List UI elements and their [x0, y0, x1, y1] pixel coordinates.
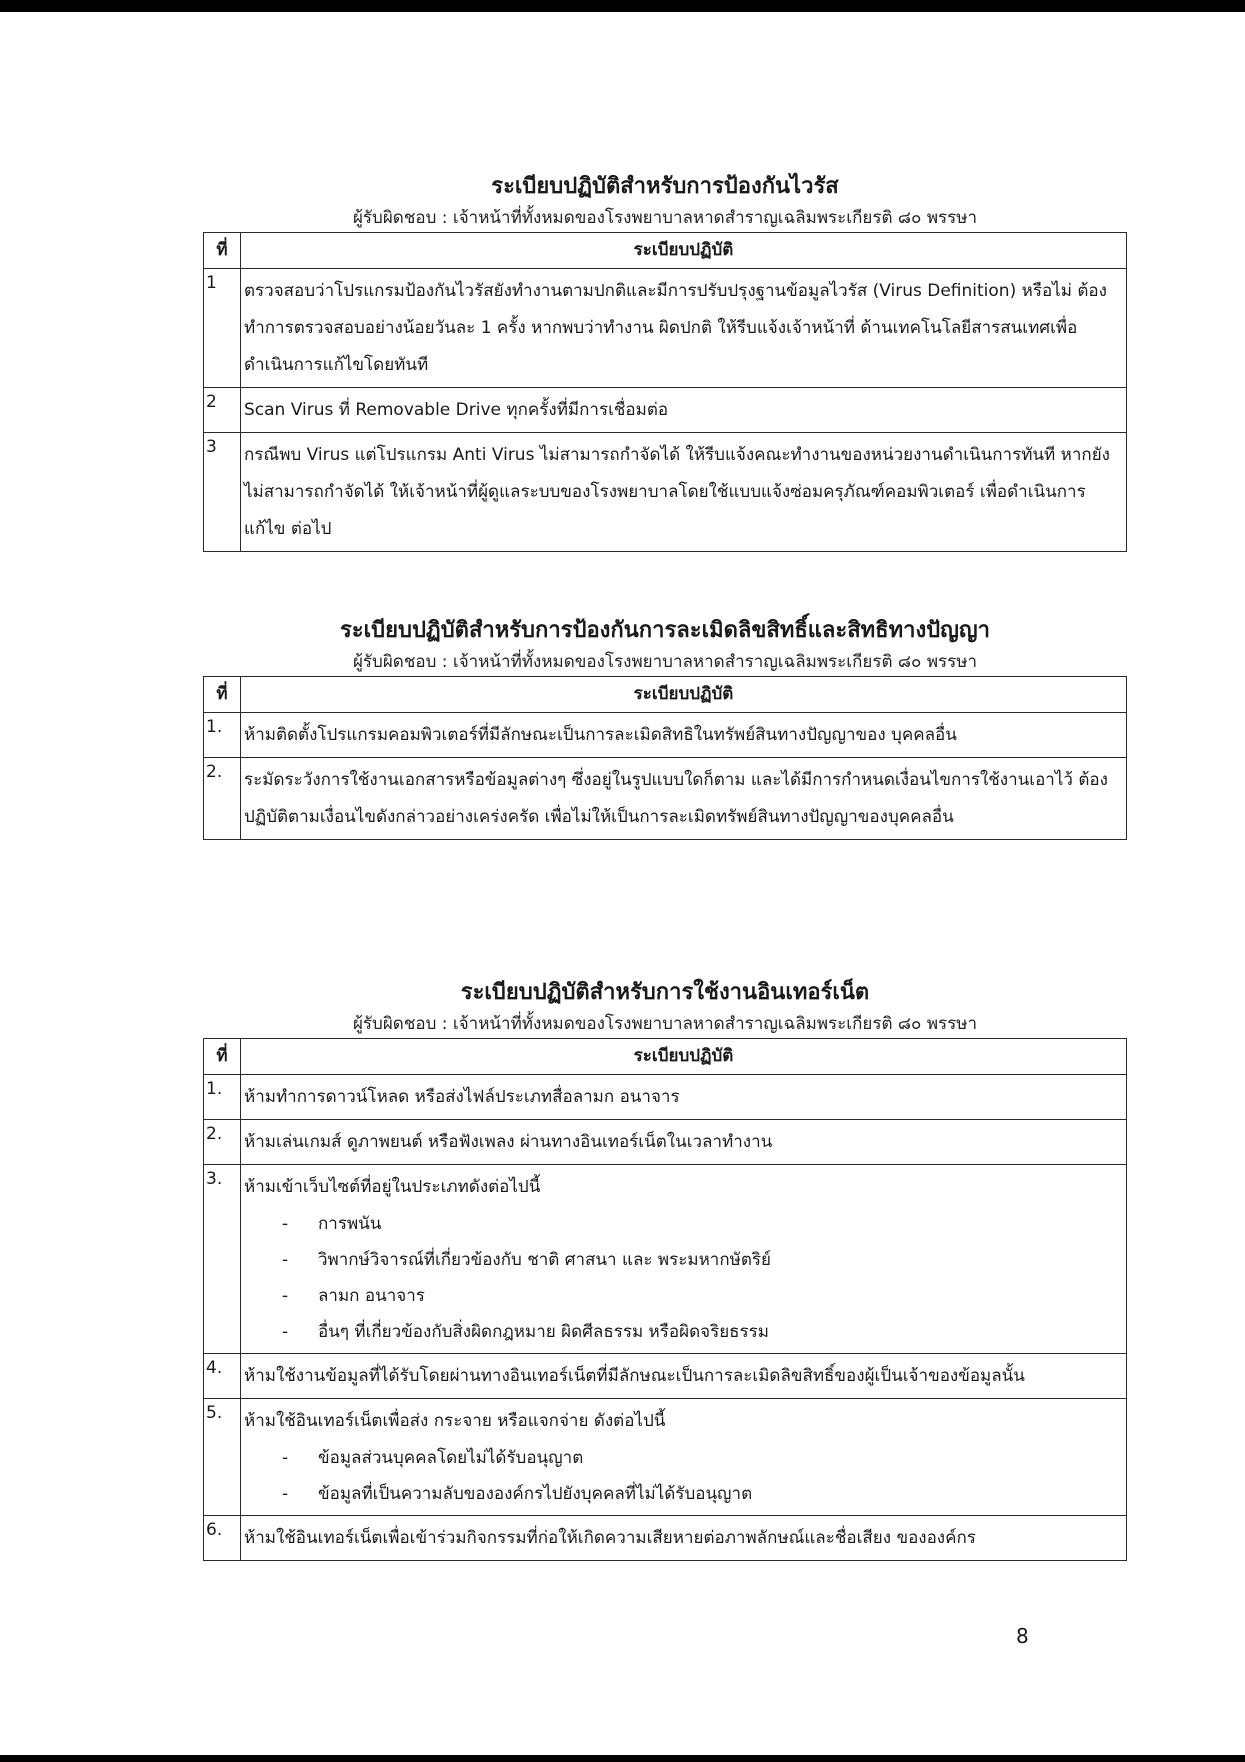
table-header-row	[204, 233, 1127, 269]
table-row	[204, 1399, 1127, 1516]
row-number: 2.	[204, 758, 241, 840]
sub-item-text: ข้อมูลส่วนบุคคลโดยไม่ได้รับอนุญาต	[318, 1448, 584, 1468]
header-no: ที่	[204, 233, 241, 269]
row-text: ตรวจสอบว่าโปรแกรมป้องกันไวรัสยังทำงานตามปกติและมีการปรับปรุงฐานข้อมูลไวรัส (Virus Definition) หรือไม่ ต้องทำการตรวจสอบอย่างน้อยวันละ 1 ครั้ง หากพบว่าทำงาน ผิดปกติ ให้รีบแจ้งเจ้าหน้าที่ ด้านเทคโนโลยีสารสนเทศเพื่อดำเนินการแก้ไขโดยทันที	[241, 269, 1127, 388]
dash-bullet: -	[282, 1250, 289, 1270]
row-text: ห้ามใช้อินเทอร์เน็ตเพื่อส่ง กระจาย หรือแจกจ่าย ดังต่อไปนี้	[244, 1411, 666, 1431]
header-rule: ระเบียบปฏิบัติ	[241, 1039, 1127, 1075]
row-text: กรณีพบ Virus แต่โปรแกรม Anti Virus ไม่สามารถกำจัดได้ ให้รีบแจ้งคณะทำงานของหน่วยงานดำเนินการทันที หากยังไม่สามารถกำจัดได้ ให้เจ้าหน้าที่ผู้ดูแลระบบของโรงพยาบาลโดยใช้แบบแจ้งซ่อมครุภัณฑ์คอมพิวเตอร์ เพื่อดำเนินการแก้ไข ต่อไป	[241, 433, 1127, 552]
sub-item	[244, 1314, 1122, 1350]
row-text: ระมัดระวังการใช้งานเอกสารหรือข้อมูลต่างๆ ซึ่งอยู่ในรูปแบบใดก็ตาม และได้มีการกำหนดเงื่อนไขการใช้งานเอาไว้ ต้องปฏิบัติตามเงื่อนไขดังกล่าวอย่างเคร่งครัด เพื่อไม่ให้เป็นการละเมิดทรัพย์สินทางปัญญาของบุคคลอื่น	[241, 758, 1127, 840]
row-number: 2.	[204, 1120, 241, 1165]
rules-table	[203, 232, 1127, 552]
table-row	[204, 1516, 1127, 1561]
sub-item	[244, 1476, 1122, 1512]
table-row	[204, 1165, 1127, 1354]
row-text: ห้ามทำการดาวน์โหลด หรือส่งไฟล์ประเภทสื่อลามก อนาจาร	[241, 1075, 1127, 1120]
row-number: 3.	[204, 1165, 241, 1354]
sub-item	[244, 1278, 1122, 1314]
section-internet-usage	[203, 978, 1127, 1561]
responsible-line: ผู้รับผิดชอบ : เจ้าหน้าที่ทั้งหมดของโรงพยาบาลหาดสำราญเฉลิมพระเกียรติ ๘๐ พรรษา	[352, 652, 978, 672]
sub-item-text: วิพากษ์วิจารณ์ที่เกี่ยวข้องกับ ชาติ ศาสนา และ พระมหากษัตริย์	[318, 1250, 771, 1270]
row-number: 1	[204, 269, 241, 388]
row-text: ห้ามติดตั้งโปรแกรมคอมพิวเตอร์ที่มีลักษณะเป็นการละเมิดสิทธิในทรัพย์สินทางปัญญาของ บุคคลอื่น	[241, 713, 1127, 758]
row-cell	[241, 1399, 1127, 1516]
sub-item	[244, 1206, 1122, 1242]
row-number: 1.	[204, 713, 241, 758]
scan-bottom-border	[0, 1755, 1245, 1762]
row-number: 4.	[204, 1354, 241, 1399]
sub-item	[244, 1440, 1122, 1476]
header-no: ที่	[204, 677, 241, 713]
row-cell	[241, 1165, 1127, 1354]
row-number: 5.	[204, 1399, 241, 1516]
dash-bullet: -	[282, 1484, 289, 1504]
row-number: 6.	[204, 1516, 241, 1561]
sub-item-text: อื่นๆ ที่เกี่ยวข้องกับสิ่งผิดกฎหมาย ผิดศีลธรรม หรือผิดจริยธรรม	[318, 1322, 770, 1342]
rules-table	[203, 676, 1127, 840]
sub-item-text: ข้อมูลที่เป็นความลับขององค์กรไปยังบุคคลที่ไม่ได้รับอนุญาต	[318, 1484, 753, 1504]
sub-item	[244, 1242, 1122, 1278]
section-title: ระเบียบปฏิบัติสำหรับการป้องกันการละเมิดลิขสิทธิ์และสิทธิทางปัญญา	[339, 618, 990, 643]
dash-bullet: -	[282, 1286, 289, 1306]
header-rule: ระเบียบปฏิบัติ	[241, 677, 1127, 713]
header-rule: ระเบียบปฏิบัติ	[241, 233, 1127, 269]
row-text: ห้ามใช้อินเทอร์เน็ตเพื่อเข้าร่วมกิจกรรมที่ก่อให้เกิดความเสียหายต่อภาพลักษณ์และชื่อเสียง ขององค์กร	[241, 1516, 1127, 1561]
table-row	[204, 1120, 1127, 1165]
table-row	[204, 1354, 1127, 1399]
rules-table	[203, 1038, 1127, 1561]
table-row	[204, 433, 1127, 552]
table-row	[204, 713, 1127, 758]
dash-bullet: -	[282, 1448, 289, 1468]
table-row	[204, 269, 1127, 388]
table-row	[204, 758, 1127, 840]
row-number: 1.	[204, 1075, 241, 1120]
dash-bullet: -	[282, 1214, 289, 1234]
responsible-line: ผู้รับผิดชอบ : เจ้าหน้าที่ทั้งหมดของโรงพยาบาลหาดสำราญเฉลิมพระเกียรติ ๘๐ พรรษา	[352, 208, 978, 228]
table-header-row	[204, 1039, 1127, 1075]
section-virus-prevention	[203, 172, 1127, 552]
row-number: 3	[204, 433, 241, 552]
row-text: Scan Virus ที่ Removable Drive ทุกครั้งที่มีการเชื่อมต่อ	[241, 388, 1127, 433]
responsible-line: ผู้รับผิดชอบ : เจ้าหน้าที่ทั้งหมดของโรงพยาบาลหาดสำราญเฉลิมพระเกียรติ ๘๐ พรรษา	[352, 1014, 978, 1034]
sub-item-text: ลามก อนาจาร	[318, 1286, 425, 1306]
table-row	[204, 388, 1127, 433]
row-text: ห้ามเข้าเว็บไซต์ที่อยู่ในประเภทดังต่อไปนี้	[244, 1177, 541, 1197]
section-copyright-protection	[203, 616, 1127, 840]
section-title: ระเบียบปฏิบัติสำหรับการป้องกันไวรัส	[491, 174, 839, 199]
table-header-row	[204, 677, 1127, 713]
sub-item-text: การพนัน	[318, 1214, 382, 1234]
row-number: 2	[204, 388, 241, 433]
table-row	[204, 1075, 1127, 1120]
row-text: ห้ามใช้งานข้อมูลที่ได้รับโดยผ่านทางอินเทอร์เน็ตที่มีลักษณะเป็นการละเมิดลิขสิทธิ์ของผู้เป็นเจ้าของข้อมูลนั้น	[241, 1354, 1127, 1399]
section-title: ระเบียบปฏิบัติสำหรับการใช้งานอินเทอร์เน็ต	[460, 980, 870, 1005]
dash-bullet: -	[282, 1322, 289, 1342]
scan-top-border	[0, 0, 1245, 12]
header-no: ที่	[204, 1039, 241, 1075]
row-text: ห้ามเล่นเกมส์ ดูภาพยนต์ หรือฟังเพลง ผ่านทางอินเทอร์เน็ตในเวลาทำงาน	[241, 1120, 1127, 1165]
page-number: 8	[1016, 1624, 1029, 1648]
